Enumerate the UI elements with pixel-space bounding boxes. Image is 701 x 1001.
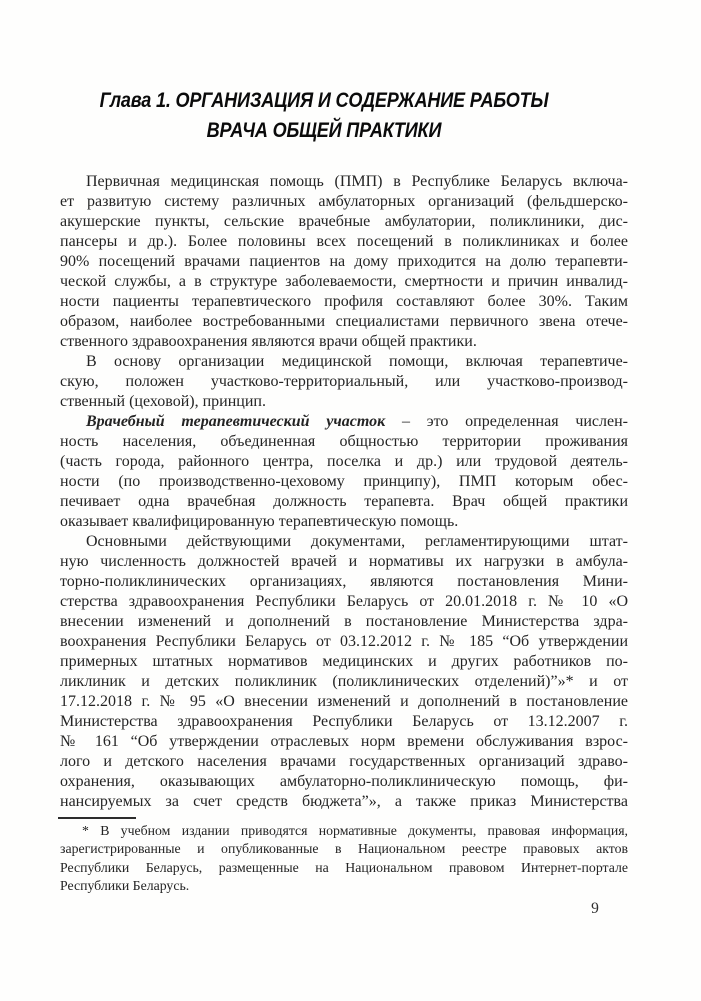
body-text-line: ет развитую систему различных амбулаторных организаций (фельдшерско- [60,193,628,210]
body-text-line: (часть города, районного центра, поселка и др.) или трудовой деятель- [60,453,628,470]
body-text-line: скую, положен участково-территориальный, или участково-производ- [60,373,628,390]
body-text-line: печивает одна врачебная должность терапевта. Врач общей практики [60,493,628,510]
body-text-line: лого и детского населения врачами государственных организаций здраво- [60,753,628,770]
body-text-line: стерства здравоохранения Республики Беларусь от 20.01.2018 г. № 10 «О [60,593,628,610]
chapter-heading [80,86,568,146]
body-text-line: 90% посещений врачами пациентов на дому приходится на долю терапевти- [60,253,628,270]
body-text-line: № 161 “Об утверждении отраслевых норм времени обслуживания взрос- [60,733,628,750]
body-text-line: 17.12.2018 г. № 95 «О внесении изменений и дополнений в постановление [60,693,628,710]
footnote-line: * В учебном издании приводятся нормативные документы, правовая информация, [82,823,628,838]
footnote-line: зарегистрированные и опубликованные в Национальном реестре правовых актов [60,841,628,857]
footnote-line: Республики Беларусь. [60,878,190,894]
chapter-title-line-1: Глава 1. ОРГАНИЗАЦИЯ И СОДЕРЖАНИЕ РАБОТЫ [99,89,549,112]
body-text-line: примерных штатных нормативов медицинских и других работников по- [60,653,628,670]
page-number: 9 [591,900,599,917]
text-segment: – это определенная числен- [385,413,628,430]
body-text-line: образом, наиболее востребованными специалистами первичного звена отече- [60,313,628,330]
body-text-line: ную численность должностей врачей и нормативы их нагрузки в амбула- [60,553,628,570]
body-text-line [60,412,628,432]
body-text-line: ственный (цеховой), принцип. [60,393,266,410]
body-text-line: нансируемых за счет средств бюджета”», а также приказ Министерства [60,793,628,810]
body-text-line: охранения, оказывающих амбулаторно-поликлиническую помощь, фи- [60,773,628,790]
term-emphasis: Врачебный терапевтический участок [86,413,386,430]
footnote-line: Республики Беларусь, размещенные на Национальном правовом Интернет-портале [60,859,628,875]
body-text-line: ственного здравоохранения являются врачи общей практики. [60,333,477,350]
body-text-line: Основными действующими документами, регламентирующими штат- [86,533,628,550]
body-text-line: торно-поликлинических организациях, являются постановления Мини- [60,573,628,590]
body-text-line: оказывает квалифицированную терапевтическую помощь. [60,513,459,530]
body-text-line: ности пациенты терапевтического профиля составляют более 30%. Таким [60,293,628,310]
body-text-line: В основу организации медицинской помощи, включая терапевтиче- [86,353,628,370]
body-text-line: ликлиник и детских поликлиник (поликлинических отделений)”»* и от [60,673,628,690]
body-text-line: Первичная медицинская помощь (ПМП) в Республике Беларусь включа- [86,173,628,190]
body-text-line: ности (по производственно-цеховому принципу), ПМП которым обес- [60,473,628,490]
body-text-line: Министерства здравоохранения Республики Беларусь от 13.12.2007 г. [60,713,628,730]
body-text-line: ность населения, объединенная общностью территории проживания [60,433,628,450]
chapter-title-line-2: ВРАЧА ОБЩЕЙ ПРАКТИКИ [206,119,442,142]
body-text-line: внесении изменений и дополнений в постановление Министерства здра- [60,613,628,630]
body-text-line: воохранения Республики Беларусь от 03.12.2012 г. № 185 “Об утверждении [60,633,628,650]
page-body-text [60,172,628,812]
body-text-line: акушерские пункты, сельские врачебные амбулатории, поликлиники, дис- [60,213,628,230]
footnote-separator [58,817,136,819]
footnote [60,822,628,896]
body-text-line: пансеры и др.). Более половины всех посещений в поликлиниках и более [60,233,628,250]
body-text-line: ческой службы, а в структуре заболеваемости, смертности и причин инвалид- [60,273,628,290]
